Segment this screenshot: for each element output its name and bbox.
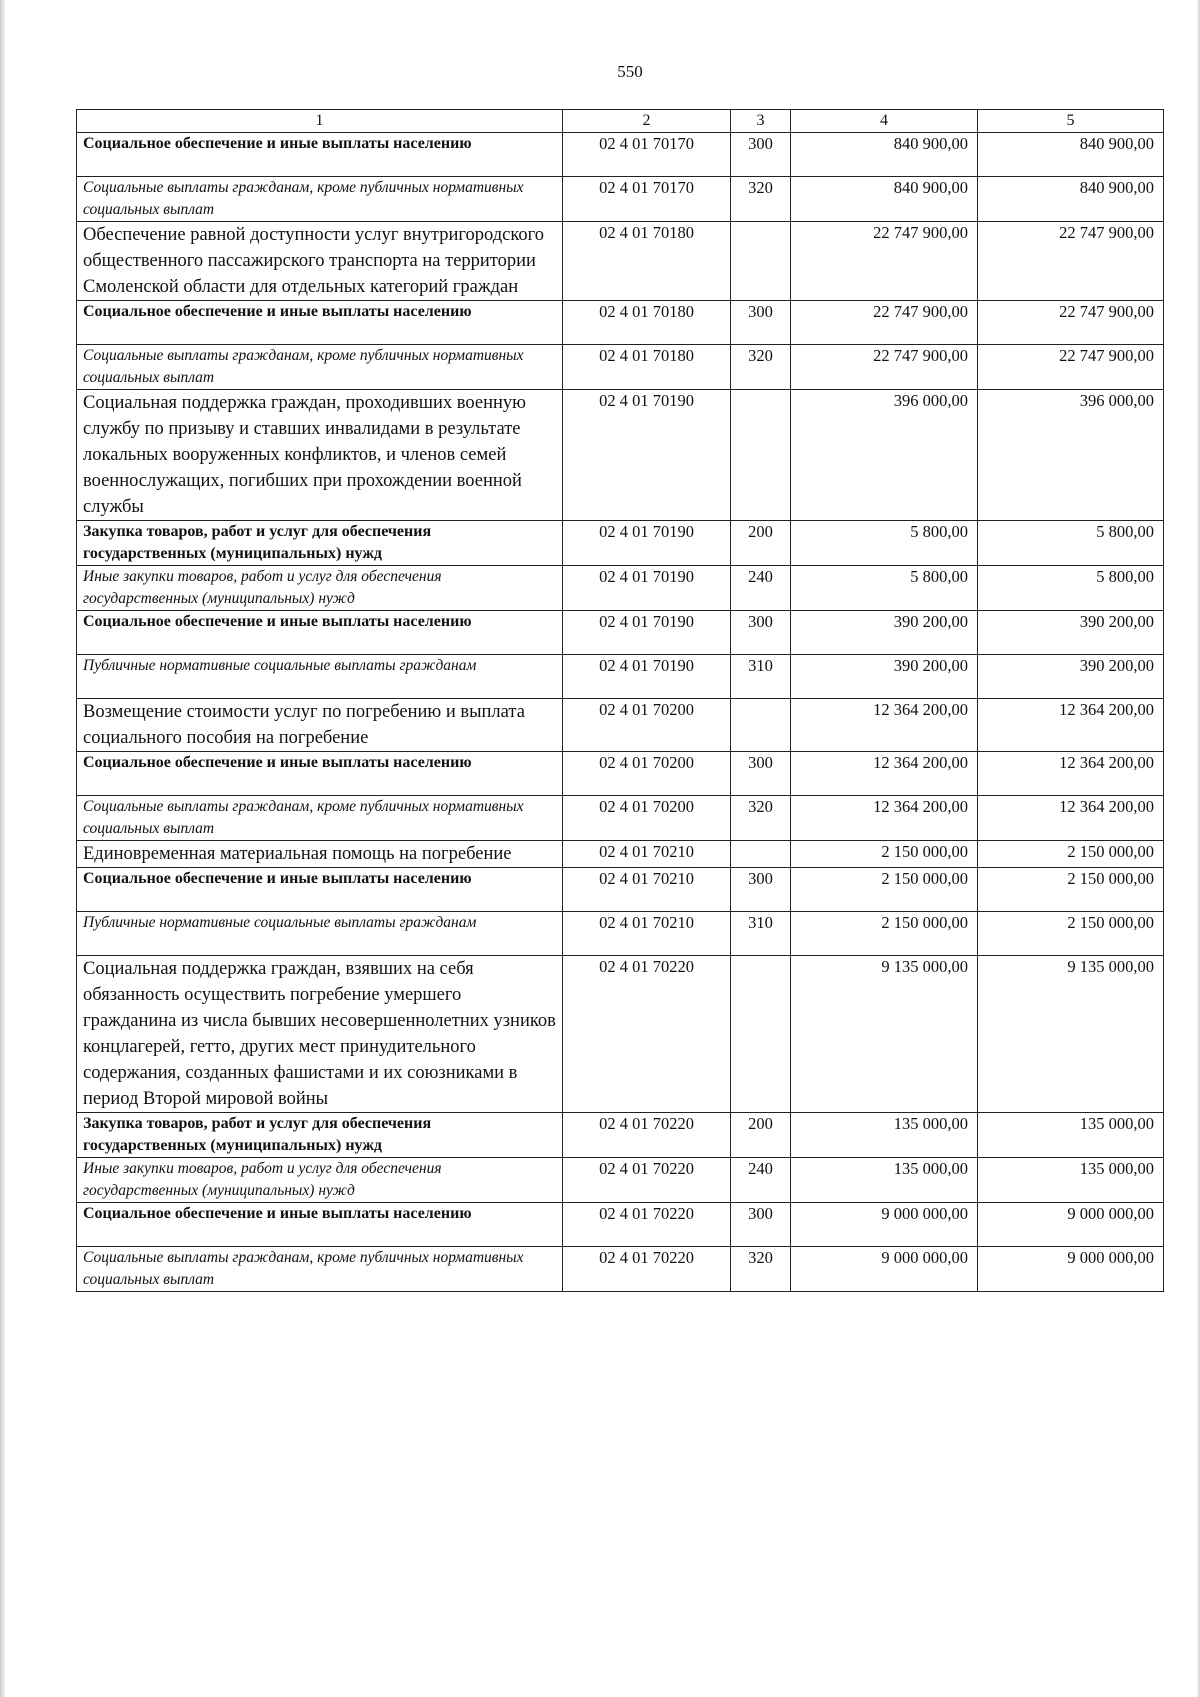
table-row	[77, 699, 1164, 752]
row-code-cell: 02 4 01 70190	[563, 390, 731, 521]
table-row	[77, 796, 1164, 841]
row-code-cell: 02 4 01 70170	[563, 177, 731, 222]
row-sum-year1-cell: 396 000,00	[791, 390, 978, 521]
row-sum-year2-cell: 396 000,00	[978, 390, 1164, 521]
table-body	[77, 133, 1164, 1292]
row-vr-cell: 320	[731, 345, 791, 390]
row-sum-year2-cell: 390 200,00	[978, 611, 1164, 655]
row-vr-cell: 200	[731, 1113, 791, 1158]
row-sum-year2-cell: 2 150 000,00	[978, 841, 1164, 868]
row-code-cell: 02 4 01 70180	[563, 301, 731, 345]
row-vr-cell: 320	[731, 796, 791, 841]
row-sum-year1-cell: 12 364 200,00	[791, 699, 978, 752]
row-vr-cell: 240	[731, 566, 791, 611]
row-code-cell: 02 4 01 70200	[563, 796, 731, 841]
row-sum-year2-cell: 9 000 000,00	[978, 1247, 1164, 1292]
row-sum-year2-cell: 12 364 200,00	[978, 796, 1164, 841]
row-sum-year1-cell: 9 135 000,00	[791, 956, 978, 1113]
row-name-cell: Публичные нормативные социальные выплаты гражданам	[77, 912, 563, 956]
row-sum-year2-cell: 12 364 200,00	[978, 699, 1164, 752]
row-sum-year2-cell: 5 800,00	[978, 566, 1164, 611]
row-name-cell: Социальное обеспечение и иные выплаты населению	[77, 133, 563, 177]
row-name-cell: Социальные выплаты гражданам, кроме публичных нормативных социальных выплат	[77, 177, 563, 222]
table-row	[77, 611, 1164, 655]
row-code-cell: 02 4 01 70200	[563, 752, 731, 796]
row-vr-cell	[731, 841, 791, 868]
row-sum-year1-cell: 135 000,00	[791, 1158, 978, 1203]
row-sum-year1-cell: 390 200,00	[791, 655, 978, 699]
row-sum-year2-cell: 390 200,00	[978, 655, 1164, 699]
row-code-cell: 02 4 01 70180	[563, 345, 731, 390]
row-vr-cell: 310	[731, 912, 791, 956]
row-code-cell: 02 4 01 70180	[563, 222, 731, 301]
row-vr-cell: 300	[731, 1203, 791, 1247]
row-code-cell: 02 4 01 70210	[563, 841, 731, 868]
row-name-cell: Социальное обеспечение и иные выплаты населению	[77, 1203, 563, 1247]
row-sum-year2-cell: 22 747 900,00	[978, 222, 1164, 301]
row-sum-year1-cell: 2 150 000,00	[791, 868, 978, 912]
row-sum-year2-cell: 840 900,00	[978, 133, 1164, 177]
header-col-5: 5	[978, 110, 1164, 133]
row-code-cell: 02 4 01 70220	[563, 1203, 731, 1247]
row-sum-year1-cell: 12 364 200,00	[791, 796, 978, 841]
row-name-cell: Социальное обеспечение и иные выплаты населению	[77, 868, 563, 912]
row-sum-year1-cell: 22 747 900,00	[791, 345, 978, 390]
row-code-cell: 02 4 01 70190	[563, 611, 731, 655]
row-vr-cell	[731, 699, 791, 752]
row-code-cell: 02 4 01 70200	[563, 699, 731, 752]
table-row	[77, 752, 1164, 796]
row-sum-year2-cell: 22 747 900,00	[978, 345, 1164, 390]
row-vr-cell: 300	[731, 301, 791, 345]
row-sum-year2-cell: 135 000,00	[978, 1113, 1164, 1158]
table-row	[77, 1247, 1164, 1292]
row-name-cell: Возмещение стоимости услуг по погребению и выплата социального пособия на погребение	[77, 699, 563, 752]
table-row	[77, 841, 1164, 868]
row-name-cell: Социальное обеспечение и иные выплаты населению	[77, 752, 563, 796]
row-code-cell: 02 4 01 70190	[563, 521, 731, 566]
row-sum-year1-cell: 22 747 900,00	[791, 301, 978, 345]
table-row	[77, 301, 1164, 345]
row-sum-year2-cell: 5 800,00	[978, 521, 1164, 566]
row-code-cell: 02 4 01 70170	[563, 133, 731, 177]
row-sum-year1-cell: 22 747 900,00	[791, 222, 978, 301]
table-row	[77, 133, 1164, 177]
row-vr-cell: 320	[731, 1247, 791, 1292]
row-name-cell: Закупка товаров, работ и услуг для обеспечения государственных (муниципальных) нужд	[77, 521, 563, 566]
header-col-1: 1	[77, 110, 563, 133]
table-row	[77, 566, 1164, 611]
table-row	[77, 345, 1164, 390]
row-sum-year1-cell: 2 150 000,00	[791, 841, 978, 868]
row-vr-cell: 300	[731, 611, 791, 655]
row-vr-cell: 310	[731, 655, 791, 699]
row-sum-year1-cell: 9 000 000,00	[791, 1203, 978, 1247]
row-sum-year2-cell: 9 000 000,00	[978, 1203, 1164, 1247]
budget-table	[76, 109, 1164, 1292]
row-sum-year2-cell: 9 135 000,00	[978, 956, 1164, 1113]
row-code-cell: 02 4 01 70210	[563, 912, 731, 956]
row-vr-cell: 320	[731, 177, 791, 222]
row-sum-year2-cell: 12 364 200,00	[978, 752, 1164, 796]
row-name-cell: Социальные выплаты гражданам, кроме публичных нормативных социальных выплат	[77, 796, 563, 841]
row-sum-year2-cell: 22 747 900,00	[978, 301, 1164, 345]
row-code-cell: 02 4 01 70220	[563, 1158, 731, 1203]
row-code-cell: 02 4 01 70220	[563, 1247, 731, 1292]
row-name-cell: Социальная поддержка граждан, взявших на себя обязанность осуществить погребение умершего гражданина из числа бывших несовершеннолетних узников концлагерей, гетто, других мест принудительного содержания, созданных фашистами и их союзниками в период Второй мировой войны	[77, 956, 563, 1113]
table-row	[77, 1203, 1164, 1247]
row-sum-year1-cell: 840 900,00	[791, 177, 978, 222]
row-vr-cell	[731, 222, 791, 301]
row-vr-cell: 300	[731, 868, 791, 912]
table-row	[77, 1158, 1164, 1203]
table-header-row	[77, 110, 1164, 133]
row-code-cell: 02 4 01 70210	[563, 868, 731, 912]
row-code-cell: 02 4 01 70190	[563, 566, 731, 611]
row-sum-year1-cell: 5 800,00	[791, 521, 978, 566]
row-sum-year1-cell: 9 000 000,00	[791, 1247, 978, 1292]
row-name-cell: Обеспечение равной доступности услуг внутригородского общественного пассажирского транспорта на территории Смоленской области для отдельных категорий граждан	[77, 222, 563, 301]
header-col-4: 4	[791, 110, 978, 133]
table-row	[77, 222, 1164, 301]
row-code-cell: 02 4 01 70220	[563, 1113, 731, 1158]
row-name-cell: Социальные выплаты гражданам, кроме публичных нормативных социальных выплат	[77, 345, 563, 390]
row-name-cell: Социальное обеспечение и иные выплаты населению	[77, 301, 563, 345]
row-sum-year1-cell: 390 200,00	[791, 611, 978, 655]
table-row	[77, 868, 1164, 912]
row-sum-year2-cell: 840 900,00	[978, 177, 1164, 222]
row-sum-year1-cell: 135 000,00	[791, 1113, 978, 1158]
table-row	[77, 390, 1164, 521]
row-name-cell: Публичные нормативные социальные выплаты гражданам	[77, 655, 563, 699]
row-sum-year1-cell: 2 150 000,00	[791, 912, 978, 956]
row-vr-cell	[731, 390, 791, 521]
row-vr-cell	[731, 956, 791, 1113]
table-row	[77, 1113, 1164, 1158]
row-name-cell: Социальное обеспечение и иные выплаты населению	[77, 611, 563, 655]
row-vr-cell: 200	[731, 521, 791, 566]
scan-left-edge	[0, 0, 5, 1697]
table-row	[77, 521, 1164, 566]
page-number: 550	[617, 62, 643, 81]
row-vr-cell: 300	[731, 133, 791, 177]
row-sum-year2-cell: 2 150 000,00	[978, 912, 1164, 956]
row-sum-year2-cell: 2 150 000,00	[978, 868, 1164, 912]
row-name-cell: Иные закупки товаров, работ и услуг для обеспечения государственных (муниципальных) нужд	[77, 1158, 563, 1203]
row-sum-year1-cell: 12 364 200,00	[791, 752, 978, 796]
row-sum-year1-cell: 5 800,00	[791, 566, 978, 611]
row-sum-year2-cell: 135 000,00	[978, 1158, 1164, 1203]
table-row	[77, 177, 1164, 222]
table-row	[77, 655, 1164, 699]
row-name-cell: Социальные выплаты гражданам, кроме публичных нормативных социальных выплат	[77, 1247, 563, 1292]
row-name-cell: Иные закупки товаров, работ и услуг для обеспечения государственных (муниципальных) нужд	[77, 566, 563, 611]
row-vr-cell: 300	[731, 752, 791, 796]
row-name-cell: Закупка товаров, работ и услуг для обеспечения государственных (муниципальных) нужд	[77, 1113, 563, 1158]
header-col-2: 2	[563, 110, 731, 133]
row-vr-cell: 240	[731, 1158, 791, 1203]
header-col-3: 3	[731, 110, 791, 133]
table-row	[77, 956, 1164, 1113]
row-name-cell: Единовременная материальная помощь на погребение	[77, 841, 563, 868]
row-name-cell: Социальная поддержка граждан, проходивших военную службу по призыву и ставших инвалидами в результате локальных вооруженных конфликтов, и членов семей военнослужащих, погибших при прохождении военной службы	[77, 390, 563, 521]
row-code-cell: 02 4 01 70220	[563, 956, 731, 1113]
row-code-cell: 02 4 01 70190	[563, 655, 731, 699]
table-row	[77, 912, 1164, 956]
row-sum-year1-cell: 840 900,00	[791, 133, 978, 177]
